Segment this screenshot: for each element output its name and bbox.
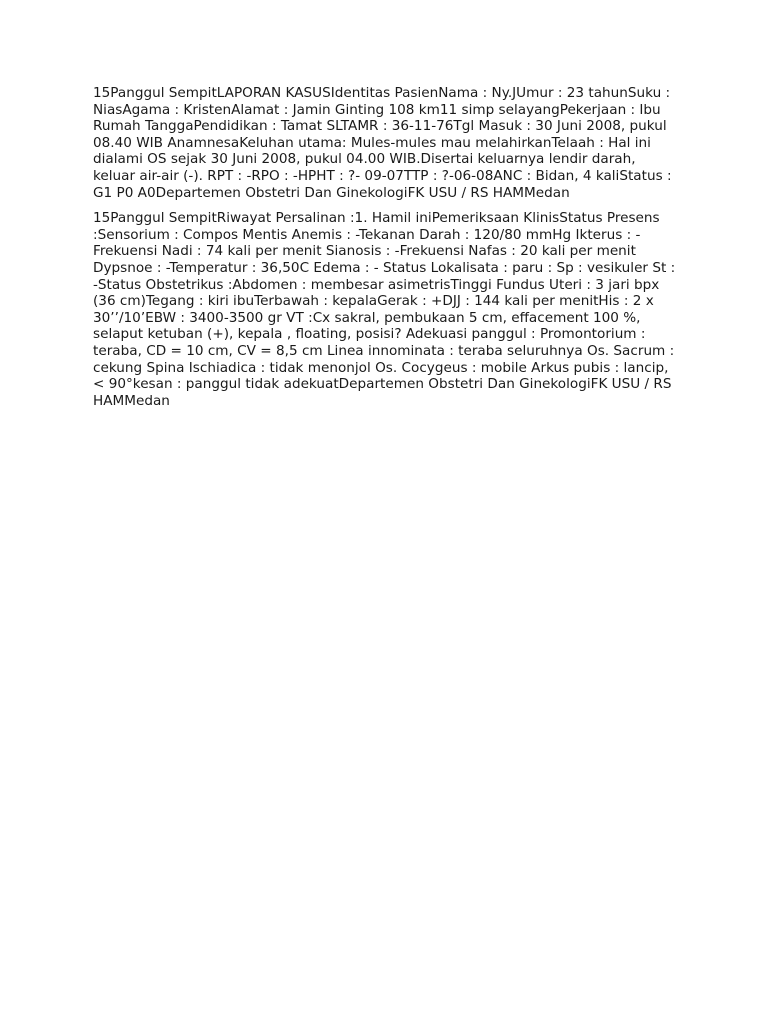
document-page [93, 85, 676, 418]
case-report-examination-paragraph: 15Panggul SempitRiwayat Persalinan :1. Hamil iniPemeriksaan KlinisStatus Presens :Sensorium : Compos Mentis Anemis : -Tekanan Darah : 120/80 mmHg Ikterus : -Frekuensi Nadi : 74 kali per menit Sianosis : -Frekuensi Nafas : 20 kali per menit Dypsnoe : -Temperatur : 36,50C Edema : - Status Lokalisata : paru : Sp : vesikuler St : -Status Obstetrikus :Abdomen : membesar asimetrisTinggi Fundus Uteri : 3 jari bpx (36 cm)Tegang : kiri ibuTerbawah : kepalaGerak : +DJJ : 144 kali per menitHis : 2 x 30’’/10’EBW : 3400-3500 gr VT :Cx sakral, pembukaan 5 cm, effacement 100 %, selaput ketuban (+), kepala , floating, posisi? Adekuasi panggul : Promontorium : teraba, CD = 10 cm, CV = 8,5 cm Linea innominata : teraba seluruhnya Os. Sacrum : cekung Spina Ischiadica : tidak menonjol Os. Cocygeus : mobile Arkus pubis : lancip, < 90°kesan : panggul tidak adekuatDepartemen Obstetri Dan GinekologiFK USU / RS HAMMedan [93, 210, 676, 409]
case-report-identity-paragraph: 15Panggul SempitLAPORAN KASUSIdentitas PasienNama : Ny.JUmur : 23 tahunSuku : NiasAgama : KristenAlamat : Jamin Ginting 108 km11 simp selayangPekerjaan : Ibu Rumah TanggaPendidikan : Tamat SLTAMR : 36-11-76Tgl Masuk : 30 Juni 2008, pukul 08.40 WIB AnamnesaKeluhan utama: Mules-mules mau melahirkanTelaah : Hal ini dialami OS sejak 30 Juni 2008, pukul 04.00 WIB.Disertai keluarnya lendir darah, keluar air-air (-). RPT : -RPO : -HPHT : ?- 09-07TTP : ?-06-08ANC : Bidan, 4 kaliStatus : G1 P0 A0Departemen Obstetri Dan GinekologiFK USU / RS HAMMedan [93, 85, 672, 201]
